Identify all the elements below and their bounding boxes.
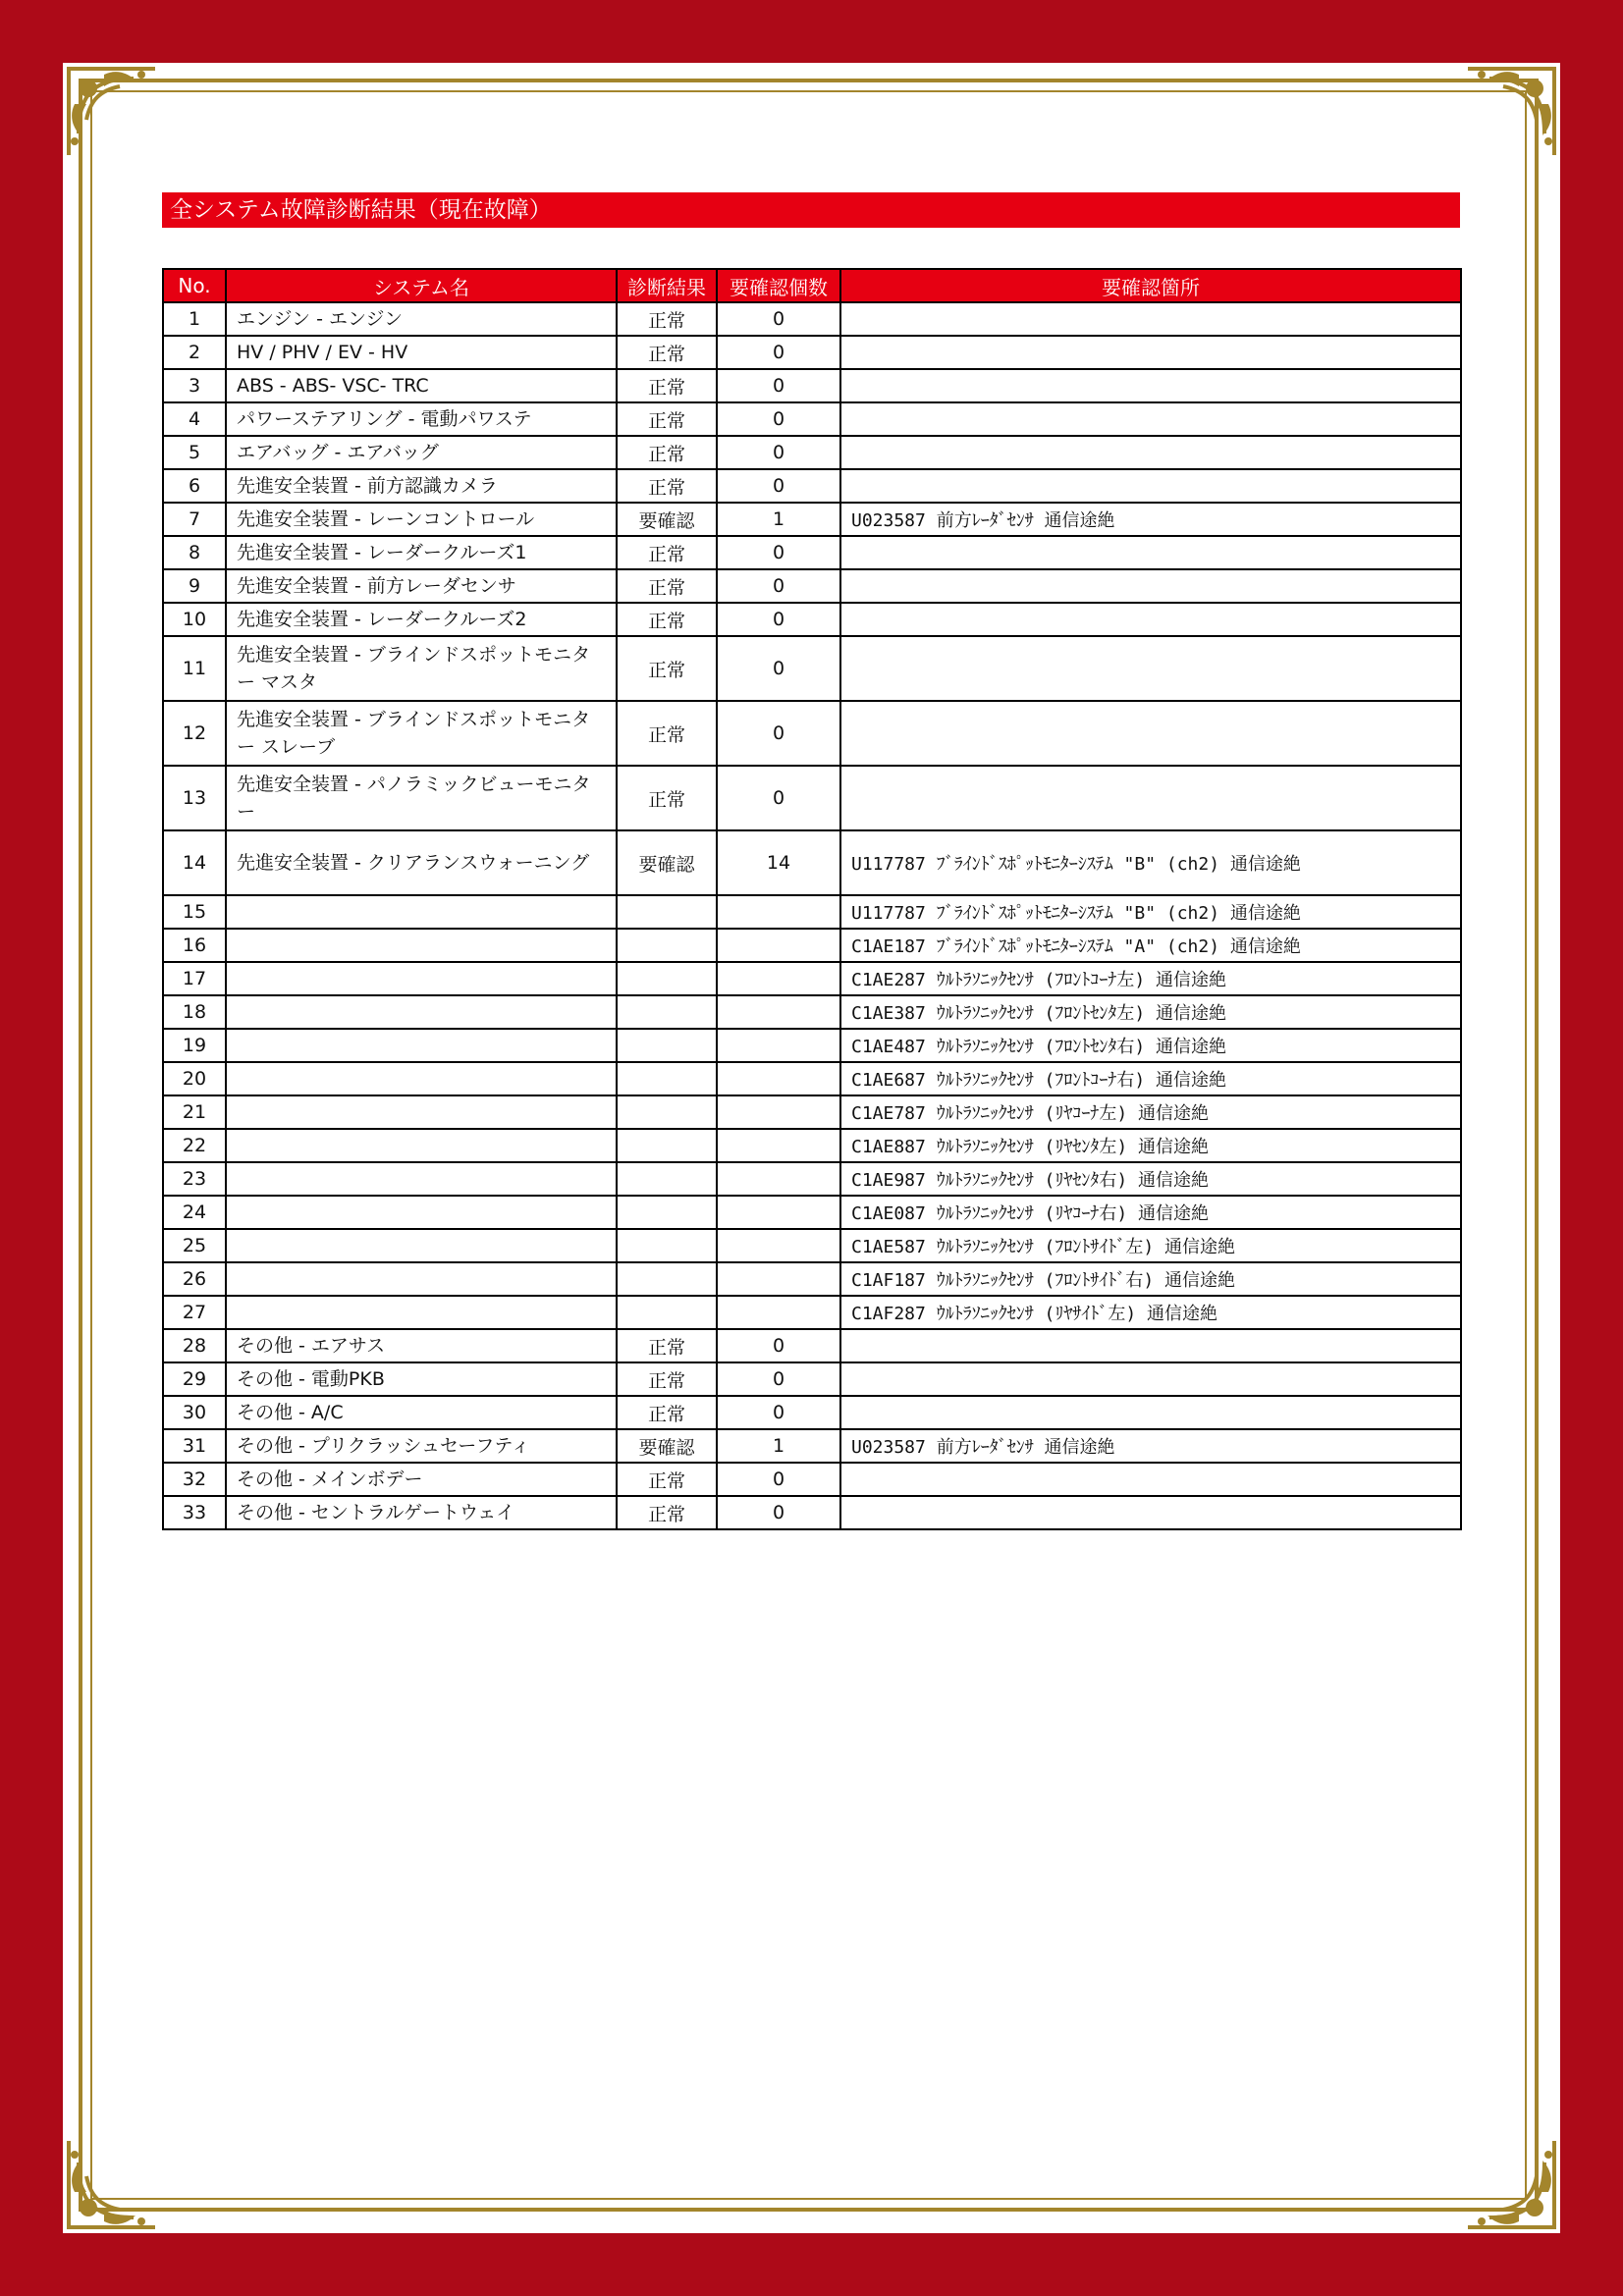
row-location bbox=[840, 369, 1461, 402]
row-system-name bbox=[226, 1296, 617, 1329]
row-location bbox=[840, 636, 1461, 701]
table-row bbox=[163, 1062, 1461, 1095]
row-location bbox=[840, 469, 1461, 503]
row-system-name: エアバッグ - エアバッグ bbox=[226, 436, 617, 469]
table-row bbox=[163, 1229, 1461, 1262]
row-no: 17 bbox=[163, 962, 226, 995]
row-count: 0 bbox=[717, 369, 840, 402]
row-no: 3 bbox=[163, 369, 226, 402]
row-count bbox=[717, 1262, 840, 1296]
row-result bbox=[617, 1262, 717, 1296]
row-count bbox=[717, 1062, 840, 1095]
row-count: 1 bbox=[717, 503, 840, 536]
row-count: 0 bbox=[717, 569, 840, 603]
row-count bbox=[717, 1296, 840, 1329]
row-result: 要確認 bbox=[617, 503, 717, 536]
row-location: U117787 ﾌﾞﾗｲﾝﾄﾞｽﾎﾟｯﾄﾓﾆﾀｰｼｽﾃﾑ "B" (ch2) 通信途絶 bbox=[840, 895, 1461, 929]
ornamental-corner-icon bbox=[1464, 65, 1558, 159]
row-location: C1AE287 ｳﾙﾄﾗｿﾆｯｸｾﾝｻ (ﾌﾛﾝﾄｺｰﾅ左) 通信途絶 bbox=[840, 962, 1461, 995]
row-no: 21 bbox=[163, 1095, 226, 1129]
row-system-name bbox=[226, 1162, 617, 1196]
row-location: C1AE087 ｳﾙﾄﾗｿﾆｯｸｾﾝｻ (ﾘﾔｺｰﾅ右) 通信途絶 bbox=[840, 1196, 1461, 1229]
table-row bbox=[163, 766, 1461, 830]
row-result bbox=[617, 1095, 717, 1129]
row-no: 25 bbox=[163, 1229, 226, 1262]
row-location bbox=[840, 302, 1461, 336]
row-location bbox=[840, 402, 1461, 436]
row-count: 0 bbox=[717, 636, 840, 701]
row-location bbox=[840, 603, 1461, 636]
row-result: 正常 bbox=[617, 1329, 717, 1362]
row-location: C1AE187 ﾌﾞﾗｲﾝﾄﾞｽﾎﾟｯﾄﾓﾆﾀｰｼｽﾃﾑ "A" (ch2) 通信途絶 bbox=[840, 929, 1461, 962]
row-location: C1AE587 ｳﾙﾄﾗｿﾆｯｸｾﾝｻ (ﾌﾛﾝﾄｻｲﾄﾞ左) 通信途絶 bbox=[840, 1229, 1461, 1262]
row-no: 33 bbox=[163, 1496, 226, 1529]
table-row bbox=[163, 962, 1461, 995]
ornamental-corner-icon bbox=[1464, 2137, 1558, 2231]
row-count bbox=[717, 1162, 840, 1196]
row-result bbox=[617, 1229, 717, 1262]
row-no: 5 bbox=[163, 436, 226, 469]
row-result: 正常 bbox=[617, 636, 717, 701]
row-no: 20 bbox=[163, 1062, 226, 1095]
row-location: C1AE487 ｳﾙﾄﾗｿﾆｯｸｾﾝｻ (ﾌﾛﾝﾄｾﾝﾀ右) 通信途絶 bbox=[840, 1029, 1461, 1062]
row-system-name: 先進安全装置 - レーンコントロール bbox=[226, 503, 617, 536]
row-system-name: 先進安全装置 - クリアランスウォーニング bbox=[226, 830, 617, 895]
row-system-name: 先進安全装置 - パノラミックビューモニター bbox=[226, 766, 617, 830]
row-result bbox=[617, 1062, 717, 1095]
row-count: 0 bbox=[717, 1463, 840, 1496]
row-system-name bbox=[226, 1129, 617, 1162]
row-no: 10 bbox=[163, 603, 226, 636]
table-row bbox=[163, 603, 1461, 636]
row-location: C1AE687 ｳﾙﾄﾗｿﾆｯｸｾﾝｻ (ﾌﾛﾝﾄｺｰﾅ右) 通信途絶 bbox=[840, 1062, 1461, 1095]
table-row bbox=[163, 536, 1461, 569]
table-row bbox=[163, 895, 1461, 929]
table-row bbox=[163, 1463, 1461, 1496]
row-count bbox=[717, 1229, 840, 1262]
row-count: 0 bbox=[717, 701, 840, 766]
row-result: 正常 bbox=[617, 436, 717, 469]
row-result: 正常 bbox=[617, 1362, 717, 1396]
row-no: 29 bbox=[163, 1362, 226, 1396]
table-row bbox=[163, 1029, 1461, 1062]
row-no: 2 bbox=[163, 336, 226, 369]
row-no: 16 bbox=[163, 929, 226, 962]
row-count: 0 bbox=[717, 402, 840, 436]
row-system-name bbox=[226, 1196, 617, 1229]
table-row bbox=[163, 503, 1461, 536]
row-count: 14 bbox=[717, 830, 840, 895]
row-count bbox=[717, 1129, 840, 1162]
row-count bbox=[717, 895, 840, 929]
row-location: C1AF287 ｳﾙﾄﾗｿﾆｯｸｾﾝｻ (ﾘﾔｻｲﾄﾞ左) 通信途絶 bbox=[840, 1296, 1461, 1329]
table-body bbox=[163, 302, 1461, 1529]
row-no: 24 bbox=[163, 1196, 226, 1229]
row-system-name bbox=[226, 895, 617, 929]
row-location bbox=[840, 569, 1461, 603]
row-count: 0 bbox=[717, 766, 840, 830]
row-location: C1AE887 ｳﾙﾄﾗｿﾆｯｸｾﾝｻ (ﾘﾔｾﾝﾀ左) 通信途絶 bbox=[840, 1129, 1461, 1162]
row-system-name: その他 - A/C bbox=[226, 1396, 617, 1429]
table-row bbox=[163, 636, 1461, 701]
row-no: 11 bbox=[163, 636, 226, 701]
row-count: 0 bbox=[717, 536, 840, 569]
row-result: 正常 bbox=[617, 569, 717, 603]
row-result bbox=[617, 1296, 717, 1329]
row-no: 19 bbox=[163, 1029, 226, 1062]
diagnosis-table bbox=[162, 268, 1462, 1530]
row-location bbox=[840, 436, 1461, 469]
table-row bbox=[163, 1296, 1461, 1329]
table-row bbox=[163, 1095, 1461, 1129]
row-result: 正常 bbox=[617, 536, 717, 569]
table-row bbox=[163, 830, 1461, 895]
row-no: 8 bbox=[163, 536, 226, 569]
row-count: 0 bbox=[717, 436, 840, 469]
row-count: 0 bbox=[717, 1496, 840, 1529]
table-row bbox=[163, 569, 1461, 603]
row-system-name: パワーステアリング - 電動パワステ bbox=[226, 402, 617, 436]
row-system-name bbox=[226, 1262, 617, 1296]
table-row bbox=[163, 1396, 1461, 1429]
header-result: 診断結果 bbox=[617, 269, 717, 302]
table-row bbox=[163, 1262, 1461, 1296]
row-count: 0 bbox=[717, 1396, 840, 1429]
row-location bbox=[840, 336, 1461, 369]
row-system-name: エンジン - エンジン bbox=[226, 302, 617, 336]
row-count bbox=[717, 1029, 840, 1062]
row-result bbox=[617, 895, 717, 929]
table-row bbox=[163, 302, 1461, 336]
row-system-name bbox=[226, 962, 617, 995]
table-row bbox=[163, 436, 1461, 469]
row-result bbox=[617, 1029, 717, 1062]
row-system-name bbox=[226, 929, 617, 962]
table-row bbox=[163, 336, 1461, 369]
table-row bbox=[163, 1162, 1461, 1196]
row-location bbox=[840, 1329, 1461, 1362]
row-system-name: その他 - セントラルゲートウェイ bbox=[226, 1496, 617, 1529]
row-result: 正常 bbox=[617, 1496, 717, 1529]
row-location: C1AE787 ｳﾙﾄﾗｿﾆｯｸｾﾝｻ (ﾘﾔｺｰﾅ左) 通信途絶 bbox=[840, 1095, 1461, 1129]
row-system-name: HV / PHV / EV - HV bbox=[226, 336, 617, 369]
row-count: 0 bbox=[717, 1362, 840, 1396]
table-row bbox=[163, 1196, 1461, 1229]
row-no: 6 bbox=[163, 469, 226, 503]
row-result: 要確認 bbox=[617, 830, 717, 895]
row-result: 正常 bbox=[617, 302, 717, 336]
row-location: U023587 前方ﾚｰﾀﾞｾﾝｻ 通信途絶 bbox=[840, 503, 1461, 536]
row-count: 0 bbox=[717, 603, 840, 636]
row-result: 要確認 bbox=[617, 1429, 717, 1463]
row-result: 正常 bbox=[617, 1396, 717, 1429]
row-count bbox=[717, 1095, 840, 1129]
row-count bbox=[717, 995, 840, 1029]
header-system: システム名 bbox=[226, 269, 617, 302]
row-location bbox=[840, 1362, 1461, 1396]
row-result: 正常 bbox=[617, 402, 717, 436]
row-result: 正常 bbox=[617, 701, 717, 766]
row-system-name: 先進安全装置 - 前方レーダセンサ bbox=[226, 569, 617, 603]
row-result: 正常 bbox=[617, 603, 717, 636]
table-row bbox=[163, 1362, 1461, 1396]
row-result bbox=[617, 962, 717, 995]
row-no: 26 bbox=[163, 1262, 226, 1296]
header-location: 要確認箇所 bbox=[840, 269, 1461, 302]
row-location bbox=[840, 1496, 1461, 1529]
table-row bbox=[163, 402, 1461, 436]
row-no: 12 bbox=[163, 701, 226, 766]
row-location: U023587 前方ﾚｰﾀﾞｾﾝｻ 通信途絶 bbox=[840, 1429, 1461, 1463]
row-no: 18 bbox=[163, 995, 226, 1029]
row-no: 1 bbox=[163, 302, 226, 336]
row-system-name: その他 - 電動PKB bbox=[226, 1362, 617, 1396]
header-count: 要確認個数 bbox=[717, 269, 840, 302]
row-no: 27 bbox=[163, 1296, 226, 1329]
row-location: U117787 ﾌﾞﾗｲﾝﾄﾞｽﾎﾟｯﾄﾓﾆﾀｰｼｽﾃﾑ "B" (ch2) 通信途絶 bbox=[840, 830, 1461, 895]
row-system-name bbox=[226, 995, 617, 1029]
table-row bbox=[163, 1496, 1461, 1529]
row-no: 9 bbox=[163, 569, 226, 603]
row-result bbox=[617, 995, 717, 1029]
row-result: 正常 bbox=[617, 766, 717, 830]
row-system-name bbox=[226, 1029, 617, 1062]
row-result bbox=[617, 929, 717, 962]
row-system-name: 先進安全装置 - ブラインドスポットモニター マスタ bbox=[226, 636, 617, 701]
row-system-name bbox=[226, 1062, 617, 1095]
row-count: 1 bbox=[717, 1429, 840, 1463]
row-system-name: その他 - メインボデー bbox=[226, 1463, 617, 1496]
row-no: 31 bbox=[163, 1429, 226, 1463]
table-row bbox=[163, 1429, 1461, 1463]
row-count bbox=[717, 1196, 840, 1229]
row-location bbox=[840, 536, 1461, 569]
row-count: 0 bbox=[717, 302, 840, 336]
row-system-name: 先進安全装置 - ブラインドスポットモニター スレーブ bbox=[226, 701, 617, 766]
row-no: 13 bbox=[163, 766, 226, 830]
row-system-name: その他 - プリクラッシュセーフティ bbox=[226, 1429, 617, 1463]
row-system-name: 先進安全装置 - レーダークルーズ2 bbox=[226, 603, 617, 636]
row-count: 0 bbox=[717, 336, 840, 369]
row-no: 30 bbox=[163, 1396, 226, 1429]
row-no: 14 bbox=[163, 830, 226, 895]
row-count: 0 bbox=[717, 1329, 840, 1362]
table-row bbox=[163, 701, 1461, 766]
table-header-row bbox=[163, 269, 1461, 302]
row-no: 32 bbox=[163, 1463, 226, 1496]
ornamental-corner-icon bbox=[65, 65, 159, 159]
row-location bbox=[840, 1463, 1461, 1496]
row-result: 正常 bbox=[617, 369, 717, 402]
row-count bbox=[717, 929, 840, 962]
row-location bbox=[840, 701, 1461, 766]
row-no: 15 bbox=[163, 895, 226, 929]
row-system-name bbox=[226, 1095, 617, 1129]
row-location bbox=[840, 1396, 1461, 1429]
table-row bbox=[163, 469, 1461, 503]
row-result bbox=[617, 1196, 717, 1229]
row-result: 正常 bbox=[617, 469, 717, 503]
row-result: 正常 bbox=[617, 336, 717, 369]
row-no: 7 bbox=[163, 503, 226, 536]
row-location: C1AF187 ｳﾙﾄﾗｿﾆｯｸｾﾝｻ (ﾌﾛﾝﾄｻｲﾄﾞ右) 通信途絶 bbox=[840, 1262, 1461, 1296]
row-result bbox=[617, 1162, 717, 1196]
row-no: 4 bbox=[163, 402, 226, 436]
row-result bbox=[617, 1129, 717, 1162]
row-count: 0 bbox=[717, 469, 840, 503]
ornamental-corner-icon bbox=[65, 2137, 159, 2231]
page-title: 全システム故障診断結果（現在故障） bbox=[162, 192, 1460, 228]
row-system-name: その他 - エアサス bbox=[226, 1329, 617, 1362]
row-no: 28 bbox=[163, 1329, 226, 1362]
row-system-name: 先進安全装置 - 前方認識カメラ bbox=[226, 469, 617, 503]
table-row bbox=[163, 995, 1461, 1029]
row-count bbox=[717, 962, 840, 995]
row-location: C1AE387 ｳﾙﾄﾗｿﾆｯｸｾﾝｻ (ﾌﾛﾝﾄｾﾝﾀ左) 通信途絶 bbox=[840, 995, 1461, 1029]
header-no: No. bbox=[163, 269, 226, 302]
row-result: 正常 bbox=[617, 1463, 717, 1496]
table-row bbox=[163, 369, 1461, 402]
row-location bbox=[840, 766, 1461, 830]
row-location: C1AE987 ｳﾙﾄﾗｿﾆｯｸｾﾝｻ (ﾘﾔｾﾝﾀ右) 通信途絶 bbox=[840, 1162, 1461, 1196]
row-system-name: ABS - ABS- VSC- TRC bbox=[226, 369, 617, 402]
table-row bbox=[163, 1329, 1461, 1362]
row-system-name: 先進安全装置 - レーダークルーズ1 bbox=[226, 536, 617, 569]
table-row bbox=[163, 1129, 1461, 1162]
table-row bbox=[163, 929, 1461, 962]
row-no: 22 bbox=[163, 1129, 226, 1162]
row-system-name bbox=[226, 1229, 617, 1262]
row-no: 23 bbox=[163, 1162, 226, 1196]
